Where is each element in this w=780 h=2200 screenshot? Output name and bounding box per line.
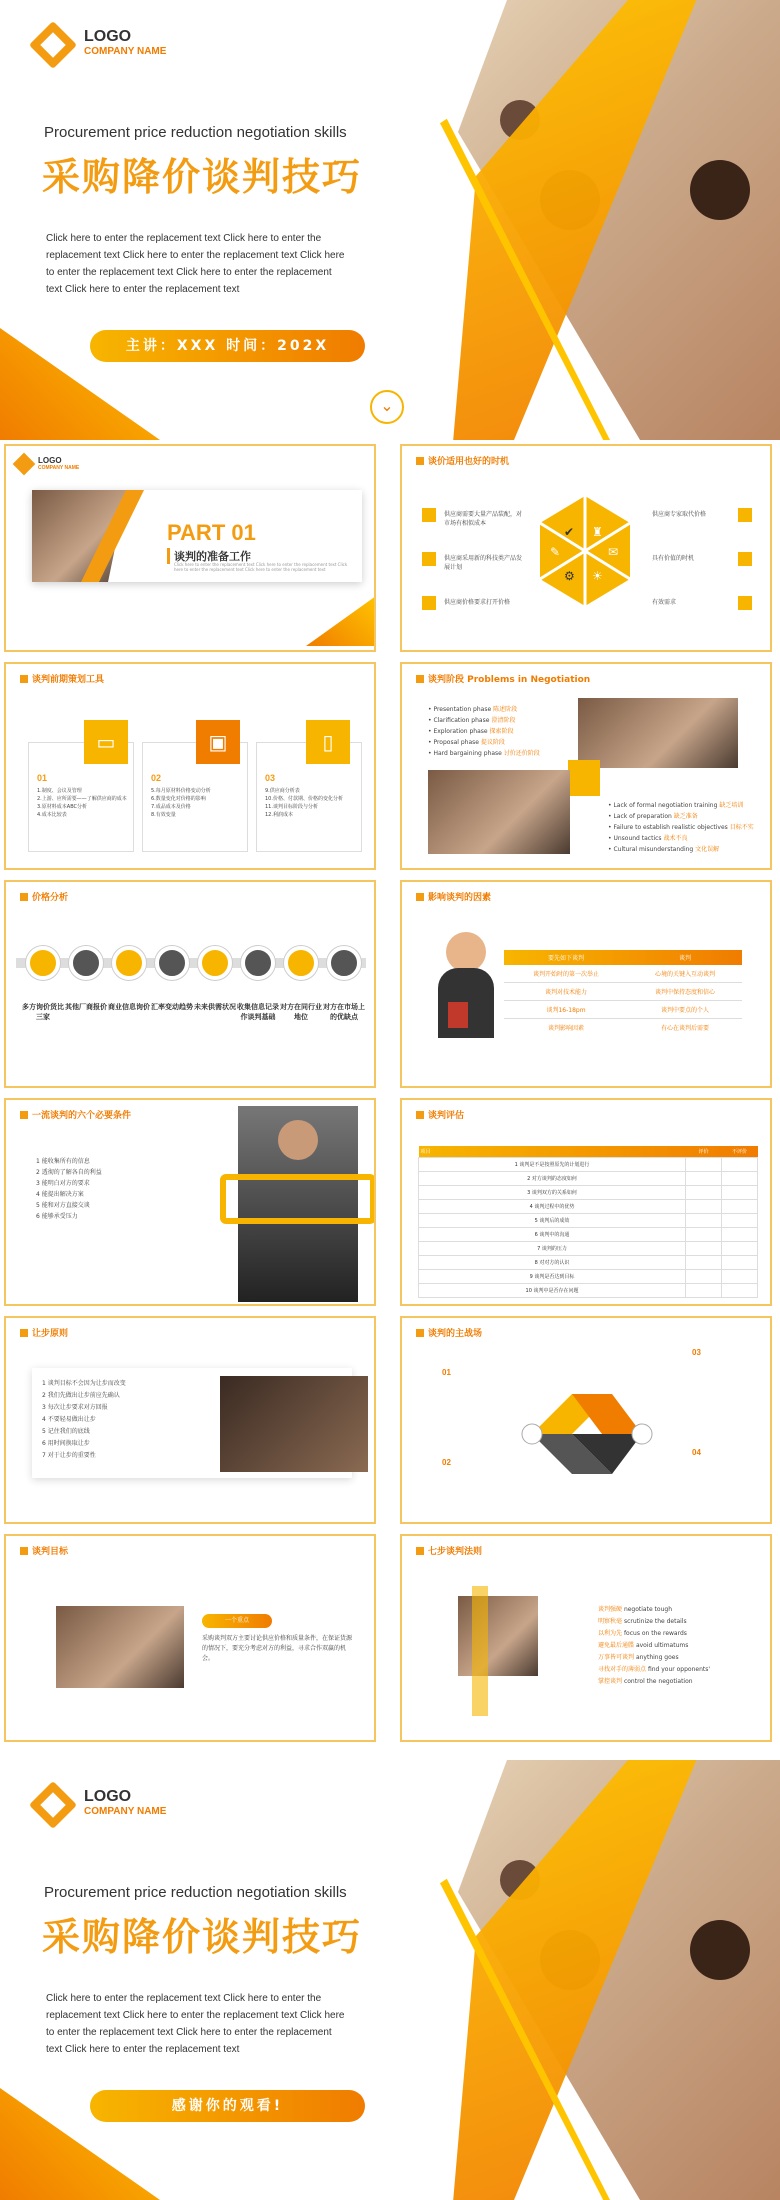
title-cn: 采购降价谈判技巧 <box>42 155 363 199</box>
tool-line: 11.谈判目标阶段与分析 <box>265 804 318 810</box>
orange-corner <box>0 2060 160 2200</box>
phase-item: • Exploration phase 探索阶段 <box>428 728 514 735</box>
office-photo <box>56 1606 184 1688</box>
evaluation-row: 6 谈判中的沟通 <box>419 1228 758 1242</box>
slide-part01 <box>4 444 376 652</box>
condition-item: 4 能提出解决方案 <box>36 1191 84 1198</box>
logo-text: LOGO <box>84 28 132 45</box>
item-icon <box>422 596 436 610</box>
condition-item: 2 透彻的了解各自的利益 <box>36 1169 102 1176</box>
company-name: COMPANY NAME <box>38 465 80 471</box>
problem-item: • Failure to establish realistic objectives 目标不实 <box>608 824 754 831</box>
meeting-photo <box>428 770 570 854</box>
problem-item: • Lack of formal negotiation training 缺乏培训 <box>608 802 744 809</box>
thanks-pill: 感谢你的观看! <box>90 2090 365 2122</box>
phase-item: • Proposal phase 提议阶段 <box>428 739 505 746</box>
team-photo <box>578 698 738 768</box>
evaluation-row: 4 谈判过程中的优势 <box>419 1200 758 1214</box>
slide-conditions <box>4 1098 376 1306</box>
timeline-node <box>112 946 146 980</box>
slide-timing <box>400 444 772 652</box>
slide-title: 七步谈判法则 <box>416 1544 482 1557</box>
phase-item: • Clarification phase 澄清阶段 <box>428 717 516 724</box>
concession-item: 3 每次让步要求对方回报 <box>42 1404 108 1411</box>
cover-slide <box>0 0 780 440</box>
slide-title: 谈判前期策划工具 <box>20 672 104 685</box>
slide-title: 价格分析 <box>20 890 68 903</box>
svg-text:✎: ✎ <box>550 545 561 559</box>
timeline-label: 未来供需状况 <box>194 1003 236 1011</box>
company-name: COMPANY NAME <box>84 46 167 57</box>
chain-diagram <box>512 1354 662 1494</box>
step-number: 02 <box>442 1458 451 1467</box>
timeline-node <box>155 946 189 980</box>
goal-label: 一个重点 <box>202 1614 272 1628</box>
slide-concession <box>4 1316 376 1524</box>
slide-seven-steps <box>400 1534 772 1742</box>
evaluation-row: 5 谈判后的成效 <box>419 1214 758 1228</box>
evaluation-row: 1 谈判是不是按照原先的计划进行 <box>419 1158 758 1172</box>
subtitle-en: Procurement price reduction negotiation skills <box>44 1884 347 1901</box>
evaluation-row: 2 对方谈判的态度如何 <box>419 1172 758 1186</box>
slide-battlefield <box>400 1316 772 1524</box>
briefcase-icon: ▣ <box>196 720 240 764</box>
tool-number: 02 <box>151 773 162 783</box>
tool-line: 6.数量变化对价格的影响 <box>151 796 206 802</box>
condition-item: 5 能和对方直接交谈 <box>36 1202 90 1209</box>
intro-paragraph: Click here to enter the replacement text Click here to enter the replacement text Click here to enter the replacement text Click here to enter the replacement text Click here to enter the replacement text Click here to enter the replacement text <box>46 233 345 295</box>
timing-item: 供应商价格要求打开价格 <box>444 599 511 606</box>
slide-title: 谈价适用也好的时机 <box>416 454 509 467</box>
logo-icon <box>13 453 36 476</box>
hexagon-icon <box>530 496 640 606</box>
tool-line: 4.成本比较表 <box>37 812 67 818</box>
evaluation-row: 8 对对方的认识 <box>419 1256 758 1270</box>
svg-text:♜: ♜ <box>592 525 603 539</box>
timeline-node <box>327 946 361 980</box>
svg-text:⚙: ⚙ <box>564 569 575 583</box>
concession-item: 2 我们先做出让步前应先确认 <box>42 1392 120 1399</box>
timeline-label: 商业信息询价 <box>108 1003 150 1011</box>
tool-line: 5.每月原材料价格变动分析 <box>151 788 211 794</box>
step-item: 寻找对手的薄弱点 find your opponents' <box>598 1666 711 1673</box>
part-card <box>32 490 362 582</box>
slide-title: 一流谈判的六个必要条件 <box>20 1108 131 1121</box>
tool-number: 01 <box>37 773 48 783</box>
presenter-pill: 主讲：XXX 时间：202X <box>90 330 365 362</box>
timeline-label: 多方询价货比三家 <box>22 1003 64 1021</box>
condition-item: 1 能收集所有的信息 <box>36 1158 90 1165</box>
tool-line: 12.利润成本 <box>265 812 293 818</box>
condition-item: 3 能明白对方的要求 <box>36 1180 90 1187</box>
step-number: 04 <box>692 1448 701 1457</box>
concession-item: 7 对于让步的重要性 <box>42 1452 96 1459</box>
timing-item: 供应商采用新的科技类产品发展计划 <box>444 555 523 571</box>
step-item: 以利为先 focus on the rewards <box>598 1630 687 1637</box>
factor-table: 要先如下谈判 谈判 谈判开始时的第一次举止 心境的关键入互动谈判 谈判对技术能力 谈判中保持态度和信心 谈判16-18pm 谈判中要点的个人 谈判影响因素 有心在谈判后需要 <box>504 950 742 1036</box>
tool-number: 03 <box>265 773 276 783</box>
timeline-node <box>284 946 318 980</box>
timeline-label: 收集信息记录作谈判基础 <box>237 1003 279 1021</box>
timing-item: 有效需求 <box>652 599 677 606</box>
timing-item: 供应商专家取代价格 <box>652 511 707 518</box>
concession-item: 5 记住我们的底线 <box>42 1428 90 1435</box>
svg-text:☀: ☀ <box>592 569 603 583</box>
evaluation-row: 9 谈判是否达到目标 <box>419 1270 758 1284</box>
item-icon <box>738 552 752 566</box>
slide-tools <box>4 662 376 870</box>
problem-item: • Lack of preparation 缺乏准备 <box>608 813 698 820</box>
step-item: 掌控谈判 control the negotiation <box>598 1678 693 1685</box>
timeline-node <box>198 946 232 980</box>
closing-slide <box>0 1760 780 2200</box>
timeline-node <box>69 946 103 980</box>
subtitle-en: Procurement price reduction negotiation skills <box>44 124 347 141</box>
slide-title: 谈判评估 <box>416 1108 464 1121</box>
tool-line: 2.上游、应所需要——了解供应商的成本 <box>37 796 127 802</box>
step-number: 01 <box>442 1368 451 1377</box>
logo-icon <box>29 1781 77 1829</box>
tool-line: 7.成品成本及价格 <box>151 804 191 810</box>
svg-text:✉: ✉ <box>608 545 619 559</box>
tool-line: 8.有效变量 <box>151 812 176 818</box>
evaluation-row: 10 谈判中是否存在问题 <box>419 1284 758 1298</box>
step-item: 万事皆可谈判 anything goes <box>598 1654 679 1661</box>
problem-item: • Cultural misunderstanding 文化误解 <box>608 846 720 853</box>
timeline-label: 对方在市场上的优缺点 <box>323 1003 365 1021</box>
slide-evaluation <box>400 1098 772 1306</box>
slide-title: 影响谈判的因素 <box>416 890 491 903</box>
slide-title: 让步原则 <box>20 1326 68 1339</box>
concession-item: 6 用时间换取让步 <box>42 1440 90 1447</box>
highlight-frame <box>220 1174 376 1224</box>
slide-title: 谈判阶段 Problems in Negotiation <box>416 672 590 685</box>
tool-line: 3.原材料成本ABC分析 <box>37 804 88 810</box>
evaluation-row: 3 谈判双方的关系如何 <box>419 1186 758 1200</box>
evaluation-table: 项目 评价 不评价 1 谈判是不是按照原先的计划进行 2 对方谈判的态度如何 3 谈判双方的关系如何 4 谈判过程中的优势 5 谈判后的成效 6 谈判中的沟通 7 谈判的压力 8 对对方的认识 9 谈判是否达到目标 10 谈判中是否存在问题 <box>418 1146 758 1298</box>
slide-price-analysis <box>4 880 376 1088</box>
chevron-down-icon[interactable]: ⌄ <box>370 390 404 424</box>
slide-goals <box>4 1534 376 1742</box>
phase-item: • Presentation phase 陈述阶段 <box>428 706 518 713</box>
timing-item: 供应商需要大量产品装配，对市场有相似成本 <box>444 511 523 527</box>
title-cn: 采购降价谈判技巧 <box>42 1915 363 1959</box>
phone-icon: ▯ <box>306 720 350 764</box>
step-item: 避免最后通牒 avoid ultimatums <box>598 1642 689 1649</box>
goal-text: 采购谈判双方主要讨论供应价格和质量条件，在保证货源的情况下，要充分考虑对方的利益，寻求合作双赢的机会。 <box>202 1635 353 1662</box>
evaluation-row: 7 谈判的压力 <box>419 1242 758 1256</box>
presenter-figure <box>446 932 486 972</box>
part-desc: Click here to enter the replacement text Click here to enter the replacement text Click here to enter the replacement text Click here to enter the replacement text <box>174 562 348 572</box>
item-icon <box>738 508 752 522</box>
concession-item: 4 不要轻易做出让步 <box>42 1416 96 1423</box>
orange-corner <box>0 300 160 440</box>
intro-paragraph: Click here to enter the replacement text Click here to enter the replacement text Click here to enter the replacement text Click here to enter the replacement text Click here to enter the replacement text Click here to enter the replacement text <box>46 1993 345 2055</box>
timeline-label: 其他厂商报价 <box>65 1003 107 1011</box>
phase-item: • Hard bargaining phase 讨价还价阶段 <box>428 750 540 757</box>
svg-text:✔: ✔ <box>564 525 575 539</box>
step-item: 谈判强硬 negotiate tough <box>598 1606 672 1613</box>
slide-title: 谈判目标 <box>20 1544 68 1557</box>
monitor-icon: ▭ <box>84 720 128 764</box>
slide-title: 谈判的主战场 <box>416 1326 482 1339</box>
problem-item: • Unsound tactics 战术不良 <box>608 835 688 842</box>
book-photo <box>458 1596 538 1676</box>
slide-factors <box>400 880 772 1088</box>
handshake-photo <box>220 1376 368 1472</box>
condition-item: 6 能够承受压力 <box>36 1213 78 1220</box>
timeline-label: 汇率变动趋势 <box>151 1003 193 1011</box>
timeline-node <box>26 946 60 980</box>
logo-text: LOGO <box>38 456 62 465</box>
slide-phases <box>400 662 772 870</box>
concession-item: 1 谈判目标不会因为让步而改变 <box>42 1380 126 1387</box>
part-number: PART 01 <box>167 520 256 545</box>
timeline-label: 对方在同行业地位 <box>280 1003 322 1021</box>
tool-line: 10.价格、付款期、价格的变化分析 <box>265 796 343 802</box>
logo-icon <box>29 21 77 69</box>
item-icon <box>422 508 436 522</box>
item-icon <box>738 596 752 610</box>
company-name: COMPANY NAME <box>84 1806 167 1817</box>
logo-text: LOGO <box>84 1788 132 1805</box>
tool-line: 9.供应商分析表 <box>265 788 300 794</box>
item-icon <box>422 552 436 566</box>
timing-item: 具有价值的时机 <box>652 555 695 562</box>
timeline-node <box>241 946 275 980</box>
part-title: 谈判的准备工作 <box>167 548 251 564</box>
step-number: 03 <box>692 1348 701 1357</box>
tool-line: 1.制度、会议及管理 <box>37 788 82 794</box>
step-item: 明察秋毫 scrutinize the details <box>598 1618 687 1625</box>
